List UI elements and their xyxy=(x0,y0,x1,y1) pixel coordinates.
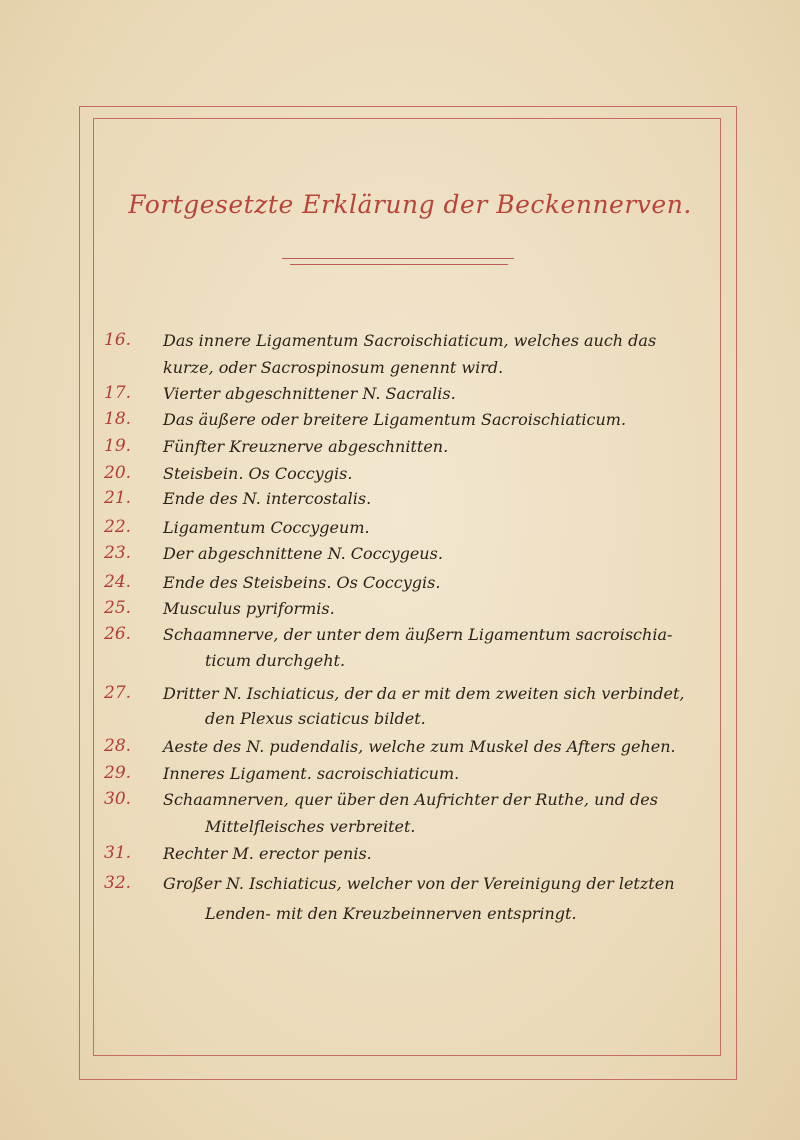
entry-number: 29. xyxy=(104,763,132,783)
entry-number: 19. xyxy=(104,436,132,456)
entry-number: 26. xyxy=(104,624,132,644)
entry-text-continuation: ticum durchgeht. xyxy=(205,651,346,670)
entry-number: 25. xyxy=(104,598,132,618)
entry-number: 18. xyxy=(104,409,132,429)
entry-text: Steisbein. Os Coccygis. xyxy=(163,464,353,483)
entry-number: 23. xyxy=(104,543,132,563)
entry-number: 20. xyxy=(104,463,132,483)
entry-text: Das innere Ligamentum Sacroischiaticum, welches auch das xyxy=(163,331,657,350)
entry-text: Ende des N. intercostalis. xyxy=(163,489,372,508)
entry-text: Vierter abgeschnittener N. Sacralis. xyxy=(163,384,456,403)
entry-number: 16. xyxy=(104,330,132,350)
entry-text: Aeste des N. pudendalis, welche zum Muskel des Afters gehen. xyxy=(163,737,676,756)
entry-text: Der abgeschnittene N. Coccygeus. xyxy=(163,544,443,563)
entry-text: Ende des Steisbeins. Os Coccygis. xyxy=(163,573,441,592)
entry-number: 31. xyxy=(104,843,132,863)
entry-text-continuation: Mittelfleisches verbreitet. xyxy=(205,817,416,836)
entry-number: 28. xyxy=(104,736,132,756)
entry-number: 27. xyxy=(104,683,132,703)
entry-text-continuation: Lenden- mit den Kreuzbeinnerven entspringt. xyxy=(205,904,577,923)
entry-text: Inneres Ligament. sacroischiaticum. xyxy=(163,764,460,783)
entry-text: Ligamentum Coccygeum. xyxy=(163,518,370,537)
entry-text: Fünfter Kreuznerve abgeschnitten. xyxy=(163,437,449,456)
page-title: Fortgesetzte Erklärung der Beckennerven. xyxy=(128,190,692,219)
title-underline-second xyxy=(290,264,508,265)
entry-text: Rechter M. erector penis. xyxy=(163,844,372,863)
entry-text: Schaamnerve, der unter dem äußern Ligamentum sacroischia- xyxy=(163,625,673,644)
entry-text: Dritter N. Ischiaticus, der da er mit dem zweiten sich verbindet, xyxy=(163,684,685,703)
entry-number: 32. xyxy=(104,873,132,893)
title-underline xyxy=(282,258,514,259)
entry-number: 30. xyxy=(104,789,132,809)
entry-text: Schaamnerven, quer über den Aufrichter der Ruthe, und des xyxy=(163,790,658,809)
entry-number: 24. xyxy=(104,572,132,592)
entry-text: Großer N. Ischiaticus, welcher von der Vereinigung der letzten xyxy=(163,874,675,893)
entry-text: Musculus pyriformis. xyxy=(163,599,335,618)
entry-text-continuation: kurze, oder Sacrospinosum genennt wird. xyxy=(163,358,504,377)
entry-text: Das äußere oder breitere Ligamentum Sacroischiaticum. xyxy=(163,410,627,429)
entry-number: 21. xyxy=(104,488,132,508)
entry-text-continuation: den Plexus sciaticus bildet. xyxy=(205,709,426,728)
entry-number: 22. xyxy=(104,517,132,537)
entry-number: 17. xyxy=(104,383,132,403)
